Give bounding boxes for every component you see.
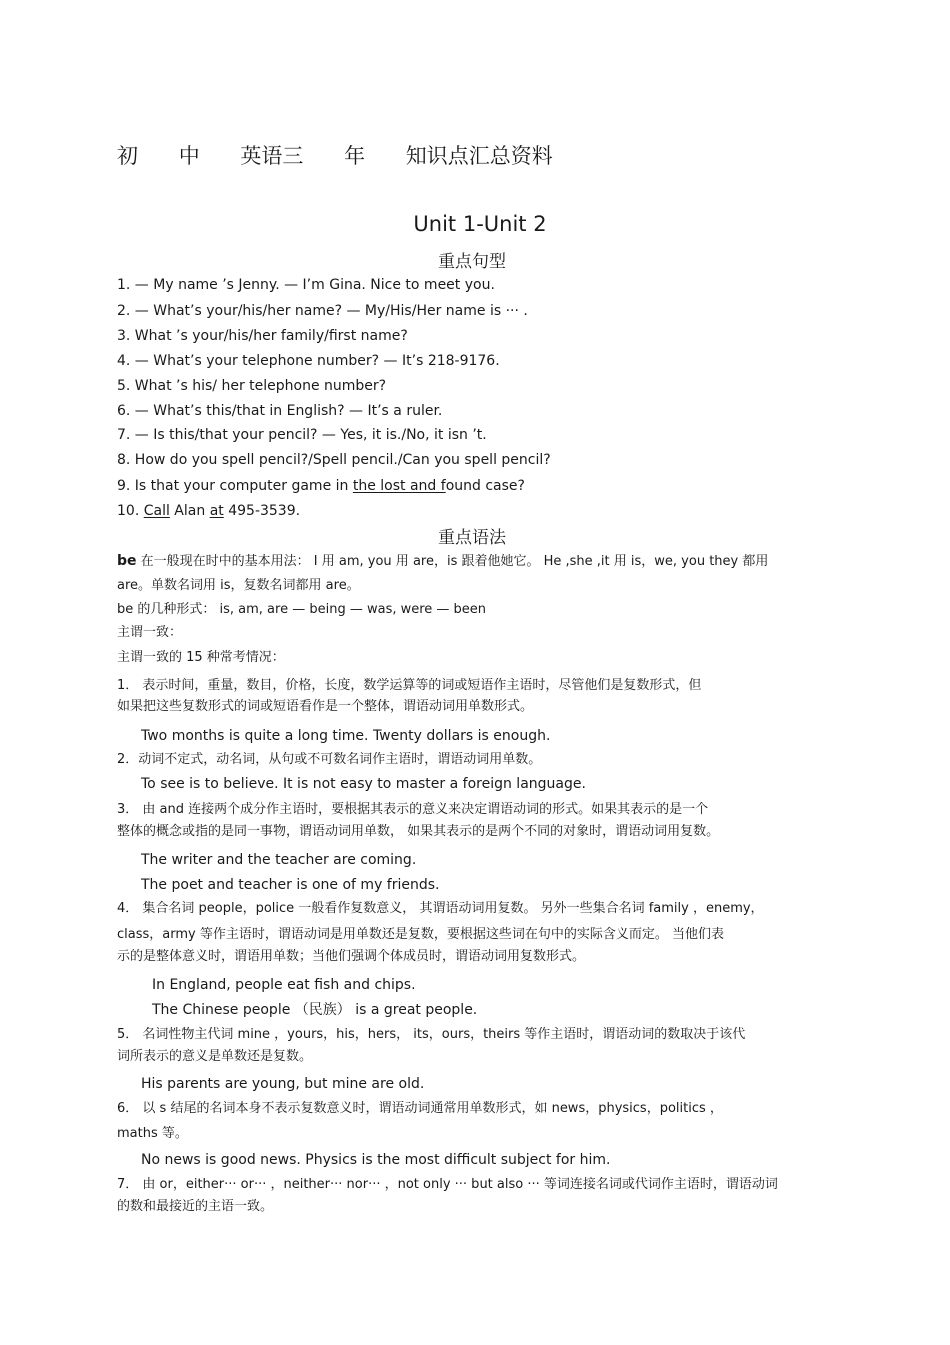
text-span: 在一般现在时中的基本用法： I 用 am, you 用 are，is 跟着他她它。 He ,she ,it 用 is，we, you they 都用 <box>136 554 769 569</box>
rule-example: To see is to believe. It is not easy to master a foreign language. <box>141 776 586 792</box>
sentence-item: 1. — My name ’s Jenny. — I’m Gina. Nice to meet you. <box>117 277 495 293</box>
rule-example: In England, people eat fish and chips. <box>152 977 416 993</box>
sentence-item: 2. — What’s your/his/her name? — My/His/Her name is ··· . <box>117 303 528 319</box>
title-part: 初 <box>117 144 138 168</box>
sentence-item-9 <box>117 477 525 495</box>
sentence-item: 8. How do you spell pencil?/Spell pencil./Can you spell pencil? <box>117 452 551 468</box>
text-span: 10. <box>117 503 144 519</box>
rule-text: 2．动词不定式，动名词，从句或不可数名词作主语时，谓语动词用单数。 <box>117 752 542 767</box>
rule-example: No news is good news. Physics is the most difficult subject for him. <box>141 1152 611 1168</box>
text-span: 495-3539. <box>223 503 301 519</box>
title-part: 中 <box>178 144 200 168</box>
title-part: 英语三 <box>240 144 304 168</box>
rule-text: 5． 名词性物主代词 mine ，yours，his，hers， its，ours，theirs 等作主语时，谓语动词的数取决于该代 <box>117 1027 746 1042</box>
rule-example: The Chinese people （民族） is a great people. <box>152 1002 478 1018</box>
text-span: Alan <box>169 503 210 519</box>
unit-title: Unit 1-Unit 2 <box>413 212 547 236</box>
sentence-item-10 <box>117 502 300 520</box>
rule-text: 整体的概念或指的是同一事物，谓语动词用单数， 如果其表示的是两个不同的对象时，谓语动词用复数。 <box>117 824 720 839</box>
sentence-item: 6. — What’s this/that in English? — It’s a ruler. <box>117 403 443 419</box>
document-title <box>117 140 553 170</box>
be-forms-line: be 的几种形式： is, am, are — being — was, were — been <box>117 602 487 617</box>
agreement-15-label: 主谓一致的 15 种常考情况： <box>117 650 285 665</box>
underlined-text: the lost and f <box>352 478 446 494</box>
underlined-text: Call <box>143 503 170 519</box>
sentences-heading: 重点句型 <box>438 252 506 272</box>
rule-text: 示的是整体意义时，谓语用单数；当他们强调个体成员时，谓语动词用复数形式。 <box>117 949 586 964</box>
rule-example: Two months is quite a long time. Twenty dollars is enough. <box>141 728 551 744</box>
sentence-item: 7. — Is this/that your pencil? — Yes, it is./No, it isn ’t. <box>117 427 487 443</box>
text-span: ound case? <box>445 478 525 494</box>
rule-example: The poet and teacher is one of my friends. <box>141 877 440 893</box>
rule-example: His parents are young, but mine are old. <box>141 1076 425 1092</box>
be-usage-line <box>117 552 768 571</box>
title-part: 年 <box>344 144 366 168</box>
sentence-item: 3. What ’s your/his/her family/first name? <box>117 328 408 344</box>
be-keyword: be <box>117 553 137 569</box>
underlined-text: at <box>209 503 224 519</box>
rule-text: 1． 表示时间，重量，数目，价格，长度，数学运算等的词或短语作主语时，尽管他们是复数形式，但 <box>117 678 702 693</box>
grammar-heading: 重点语法 <box>438 528 506 548</box>
rule-text: 词所表示的意义是单数还是复数。 <box>117 1049 313 1064</box>
sentence-item: 4. — What’s your telephone number? — It’s 218-9176. <box>117 353 500 369</box>
be-usage-line: are。单数名词用 is，复数名词都用 are。 <box>117 578 360 593</box>
rule-example: The writer and the teacher are coming. <box>141 852 417 868</box>
rule-text: class，army 等作主语时，谓语动词是用单数还是复数，要根据这些词在句中的实际含义而定。 当他们表 <box>117 927 724 942</box>
rule-text: maths 等。 <box>117 1126 188 1141</box>
rule-text: 如果把这些复数形式的词或短语看作是一个整体，谓语动词用单数形式。 <box>117 699 534 714</box>
text-span: 9. Is that your computer game in <box>117 478 353 494</box>
sentence-item: 5. What ’s his/ her telephone number? <box>117 378 387 394</box>
rule-text: 4． 集合名词 people，police 一般看作复数意义， 其谓语动词用复数。 另外一些集合名词 family ，enemy， <box>117 901 764 916</box>
title-part: 知识点汇总资料 <box>405 144 553 168</box>
rule-text: 7． 由 or，either··· or··· ，neither··· nor··· ，not only ··· but also ··· 等词连接名词或代词作主语时，谓语动词 <box>117 1177 778 1192</box>
rule-text: 3． 由 and 连接两个成分作主语时，要根据其表示的意义来决定谓语动词的形式。如果其表示的是一个 <box>117 802 709 817</box>
rule-text: 6． 以 s 结尾的名词本身不表示复数意义时，谓语动词通常用单数形式，如 news，physics，politics ， <box>117 1101 723 1116</box>
rule-text: 的数和最接近的主语一致。 <box>117 1199 274 1214</box>
agreement-label: 主谓一致： <box>117 625 183 640</box>
